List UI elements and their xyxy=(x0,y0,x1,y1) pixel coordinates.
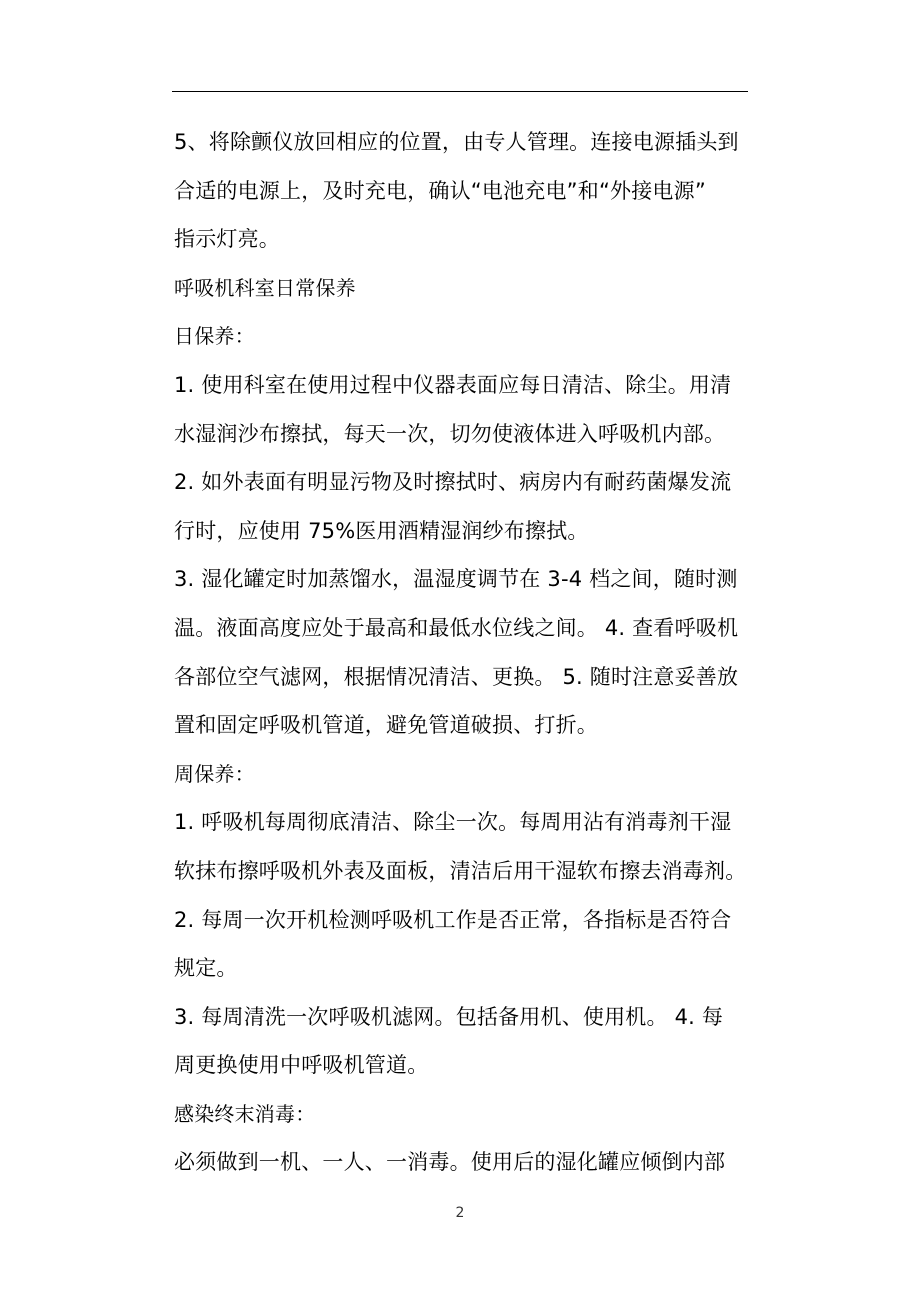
paragraph-line: 周更换使用中呼吸机管道。 xyxy=(174,1053,429,1078)
paragraph-line: 3. 湿化罐定时加蒸馏水，温湿度调节在 3-4 档之间，随时测 xyxy=(174,567,738,592)
paragraph-line: 行时，应使用 75%医用酒精湿润纱布擦拭。 xyxy=(174,518,589,543)
paragraph-line: 必须做到一机、一人、一消毒。使用后的湿化罐应倾倒内部 xyxy=(174,1150,726,1175)
paragraph-line: 2. 如外表面有明显污物及时擦拭时、病房内有耐药菌爆发流 xyxy=(174,470,732,495)
paragraph-line: 1. 使用科室在使用过程中仪器表面应每日清洁、除尘。用清 xyxy=(174,372,732,397)
subsection-heading: 日保养： xyxy=(174,324,255,349)
subsection-heading: 感染终末消毒： xyxy=(174,1101,316,1126)
paragraph-line: 1. 呼吸机每周彻底清洁、除尘一次。每周用沾有消毒剂干湿 xyxy=(174,810,732,835)
subsection-heading: 周保养： xyxy=(174,761,255,786)
header-rule xyxy=(172,91,748,92)
paragraph-line: 3. 每周清洗一次呼吸机滤网。包括备用机、使用机。 4. 每 xyxy=(174,1004,724,1029)
paragraph-line: 指示灯亮。 xyxy=(174,227,280,252)
document-body xyxy=(174,118,764,1187)
paragraph-line: 温。液面高度应处于最高和最低水位线之间。 4. 查看呼吸机 xyxy=(174,615,739,640)
paragraph-line: 水湿润沙布擦拭，每天一次，切勿使液体进入呼吸机内部。 xyxy=(174,421,726,446)
paragraph-line: 各部位空气滤网，根据情况清洁、更换。 5. 随时注意妥善放 xyxy=(174,664,739,689)
paragraph-line: 软抹布擦呼吸机外表及面板，清洁后用干湿软布擦去消毒剂。 xyxy=(174,858,747,883)
paragraph-line: 置和固定呼吸机管道，避免管道破损、打折。 xyxy=(174,713,598,738)
paragraph-line: 2. 每周一次开机检测呼吸机工作是否正常，各指标是否符合 xyxy=(174,907,732,932)
section-title: 呼吸机科室日常保养 xyxy=(174,275,356,300)
paragraph-line: 合适的电源上，及时充电，确认“电池充电”和“外接电源” xyxy=(174,178,706,203)
page-number: 2 xyxy=(455,1205,465,1221)
paragraph-line: 规定。 xyxy=(174,956,238,981)
paragraph-line: 5、将除颤仪放回相应的位置，由专人管理。连接电源插头到 xyxy=(174,130,739,154)
